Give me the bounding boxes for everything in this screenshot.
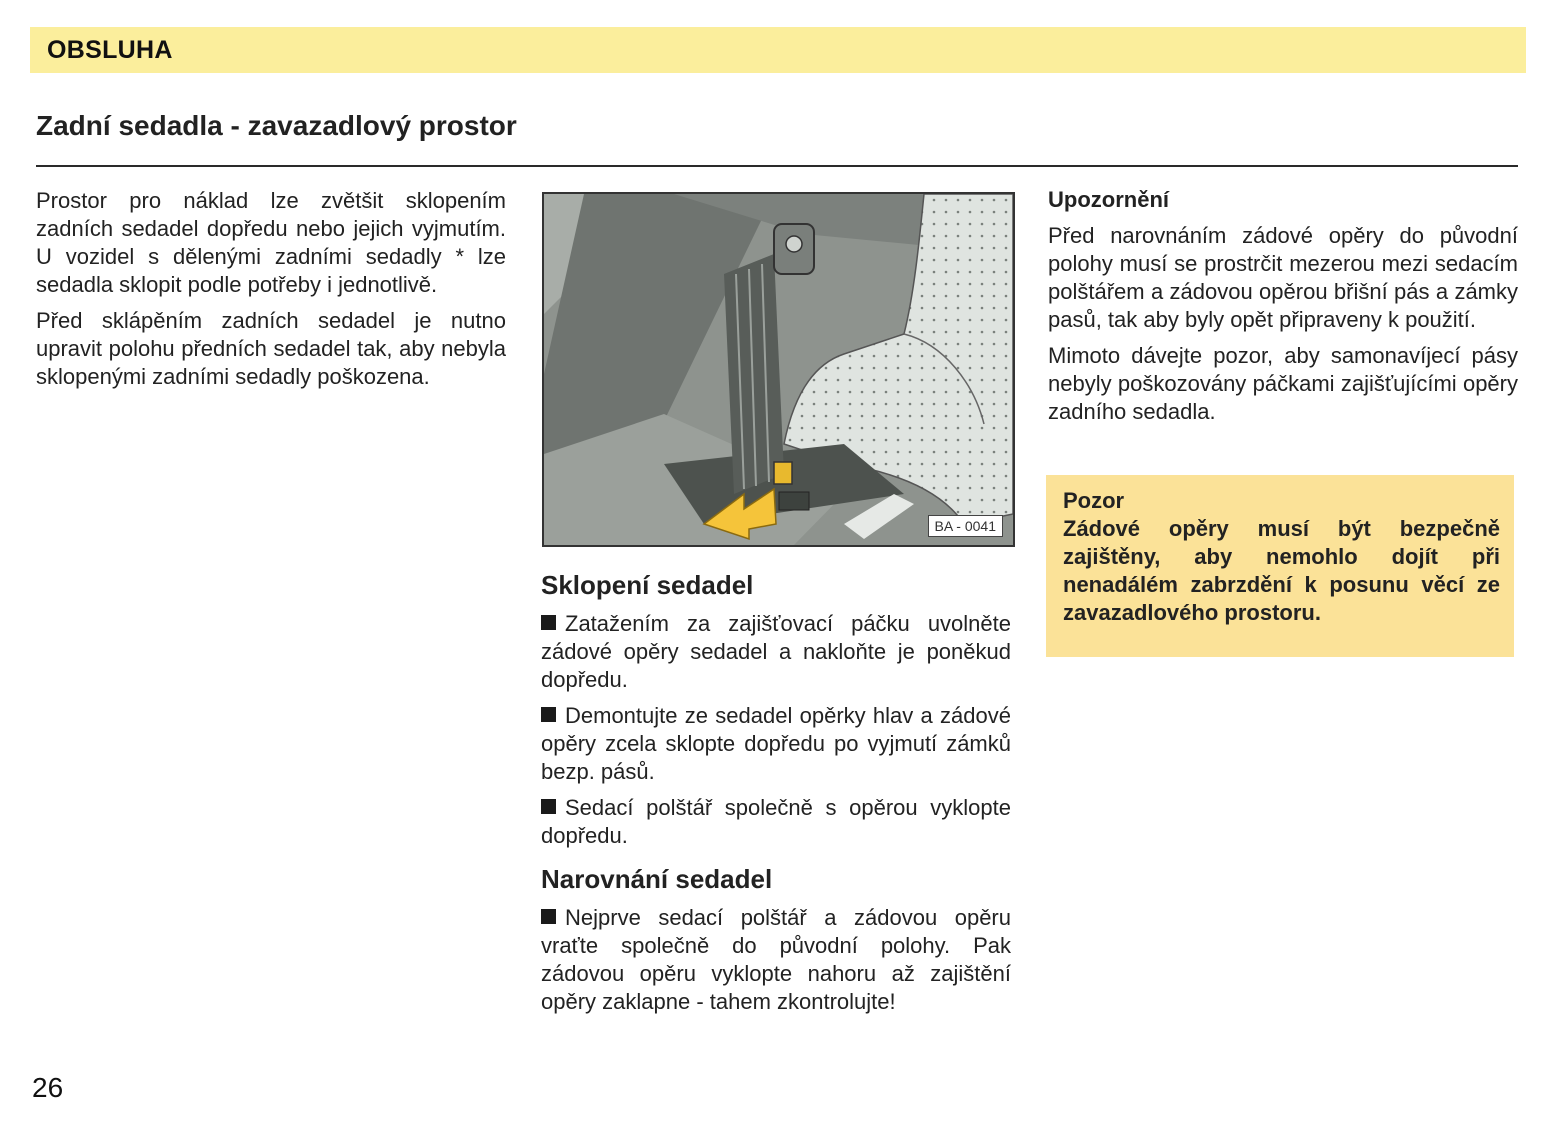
seat-illustration-drawing — [544, 194, 1013, 545]
caution-title: Pozor — [1063, 488, 1125, 513]
fold-step-2 — [541, 702, 1011, 786]
section-title: OBSLUHA — [47, 36, 173, 64]
fold-step-1-text: Zatažením za zajišťovací páčku uvolněte zádové opěry sedadel a nakloňte je poněkud dopředu. — [541, 611, 1011, 692]
fold-step-1 — [541, 610, 1011, 694]
raise-step-1 — [541, 904, 1011, 1016]
notice-paragraph-1: Před narovnáním zádové opěry do původní polohy musí se prostrčit mezerou mezi sedacím polštářem a zádovou opěrou břišní pás a zámky pasů, tak aby byly opět připraveny k použití. — [1048, 223, 1518, 332]
fold-step-3 — [541, 794, 1011, 850]
intro-column — [36, 187, 506, 399]
seat-release-illustration — [542, 192, 1015, 547]
notice-heading: Upozornění — [1048, 187, 1169, 212]
page-number: 26 — [32, 1072, 64, 1103]
page-title: Zadní sedadla - zavazadlový prostor — [36, 110, 517, 141]
fold-seats-heading: Sklopení sedadel — [541, 570, 754, 600]
notice-paragraph-2: Mimoto dávejte pozor, aby samonavíjecí pásy nebyly poškozovány páčkami zajišťujícími opěry zadního sedadla. — [1048, 343, 1518, 424]
raise-seats-heading: Narovnání sedadel — [541, 864, 773, 894]
title-divider — [36, 165, 1518, 167]
section-header-bar — [30, 27, 1526, 73]
notice-column — [1048, 186, 1518, 434]
caution-box — [1046, 475, 1514, 657]
fold-step-2-text: Demontujte ze sedadel opěrky hlav a zádové opěry zcela sklopte dopředu po vyjmutí zámků bezp. pásů. — [541, 703, 1011, 784]
bullet-square-icon — [541, 707, 556, 722]
intro-paragraph-2: Před sklápěním zadních sedadel je nutno upravit polohu předních sedadel tak, aby nebyla sklopenými zadními sedadly poškozena. — [36, 308, 506, 389]
instructions-column — [541, 568, 1011, 1024]
fold-step-3-text: Sedací polštář společně s opěrou vyklopte dopředu. — [541, 795, 1011, 848]
bullet-square-icon — [541, 615, 556, 630]
bullet-square-icon — [541, 799, 556, 814]
raise-step-1-text: Nejprve sedací polštář a zádovou opěru vraťte společně do původní polohy. Pak zádovou opěru vyklopte nahoru až zajištění opěry zaklapne - tahem zkontrolujte! — [541, 905, 1011, 1014]
intro-paragraph-1: Prostor pro náklad lze zvětšit sklopením zadních sedadel dopředu nebo jejich vyjmutím. U vozidel s dělenými zadními sedadly * lze sedadla sklopit podle potřeby i jednotlivě. — [36, 188, 506, 297]
figure-label: BA - 0041 — [928, 515, 1004, 537]
caution-text: Zádové opěry musí být bezpečně zajištěny, aby nemohlo dojít při nenadálém zabrzdění k posunu věcí ze zavazadlového prostoru. — [1063, 516, 1500, 625]
bullet-square-icon — [541, 909, 556, 924]
